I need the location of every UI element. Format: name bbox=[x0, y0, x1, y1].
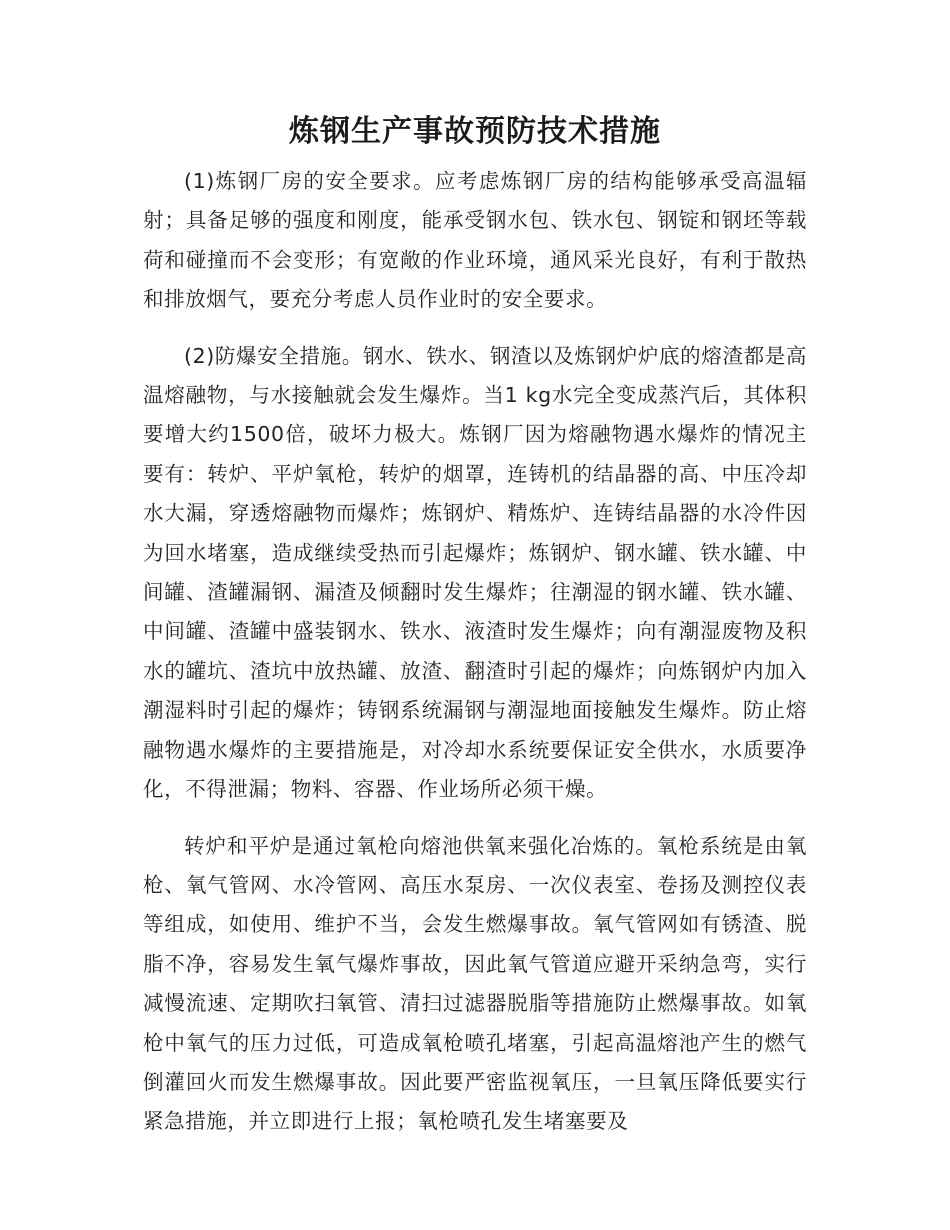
paragraph-explosion-prevention: (2)防爆安全措施。钢水、铁水、钢渣以及炼钢炉炉底的熔渣都是高温熔融物，与水接触就会发生爆炸。当1 kg水完全变成蒸汽后，其体积要增大约1500倍，破坏力极大。炼钢厂因为熔融物遇水爆炸的情况主要有：转炉、平炉氧枪，转炉的烟罩，连铸机的结晶器的高、中压冷却水大漏，穿透熔融物而爆炸；炼钢炉、精炼炉、连铸结晶器的水冷件因为回水堵塞，造成继续受热而引起爆炸；炼钢炉、钢水罐、铁水罐、中间罐、渣罐漏钢、漏渣及倾翻时发生爆炸；往潮湿的钢水罐、铁水罐、中间罐、渣罐中盛装钢水、铁水、液渣时发生爆炸；向有潮湿废物及积水的罐坑、渣坑中放热罐、放渣、翻渣时引起的爆炸；向炼钢炉内加入潮湿料时引起的爆炸；铸钢系统漏钢与潮湿地面接触发生爆炸。防止熔融物遇水爆炸的主要措施是，对冷却水系统要保证安全供水，水质要净化，不得泄漏；物料、容器、作业场所必须干燥。 bbox=[143, 343, 807, 802]
paragraph-oxygen-lance: 转炉和平炉是通过氧枪向熔池供氧来强化冶炼的。氧枪系统是由氧枪、氧气管网、水冷管网、高压水泵房、一次仪表室、卷扬及测控仪表等组成，如使用、维护不当，会发生燃爆事故。氧气管网如有锈渣、脱脂不净，容易发生氧气爆炸事故，因此氧气管道应避开采纳急弯，实行减慢流速、定期吹扫氧管、清扫过滤器脱脂等措施防止燃爆事故。如氧枪中氧气的压力过低，可造成氧枪喷孔堵塞，引起高温熔池产生的燃气倒灌回火而发生燃爆事故。因此要严密监视氧压，一旦氧压降低要实行紧急措施，并立即进行上报；氧枪喷孔发生堵塞要及 bbox=[143, 833, 807, 1134]
document-body bbox=[143, 162, 807, 1159]
paragraph-factory-safety: (1)炼钢厂房的安全要求。应考虑炼钢厂房的结构能够承受高温辐射；具备足够的强度和刚度，能承受钢水包、铁水包、钢锭和钢坯等载荷和碰撞而不会变形；有宽敞的作业环境，通风采光良好，有利于散热和排放烟气，要充分考虑人员作业时的安全要求。 bbox=[143, 169, 807, 312]
page-title: 炼钢生产事故预防技术措施 bbox=[289, 114, 661, 149]
